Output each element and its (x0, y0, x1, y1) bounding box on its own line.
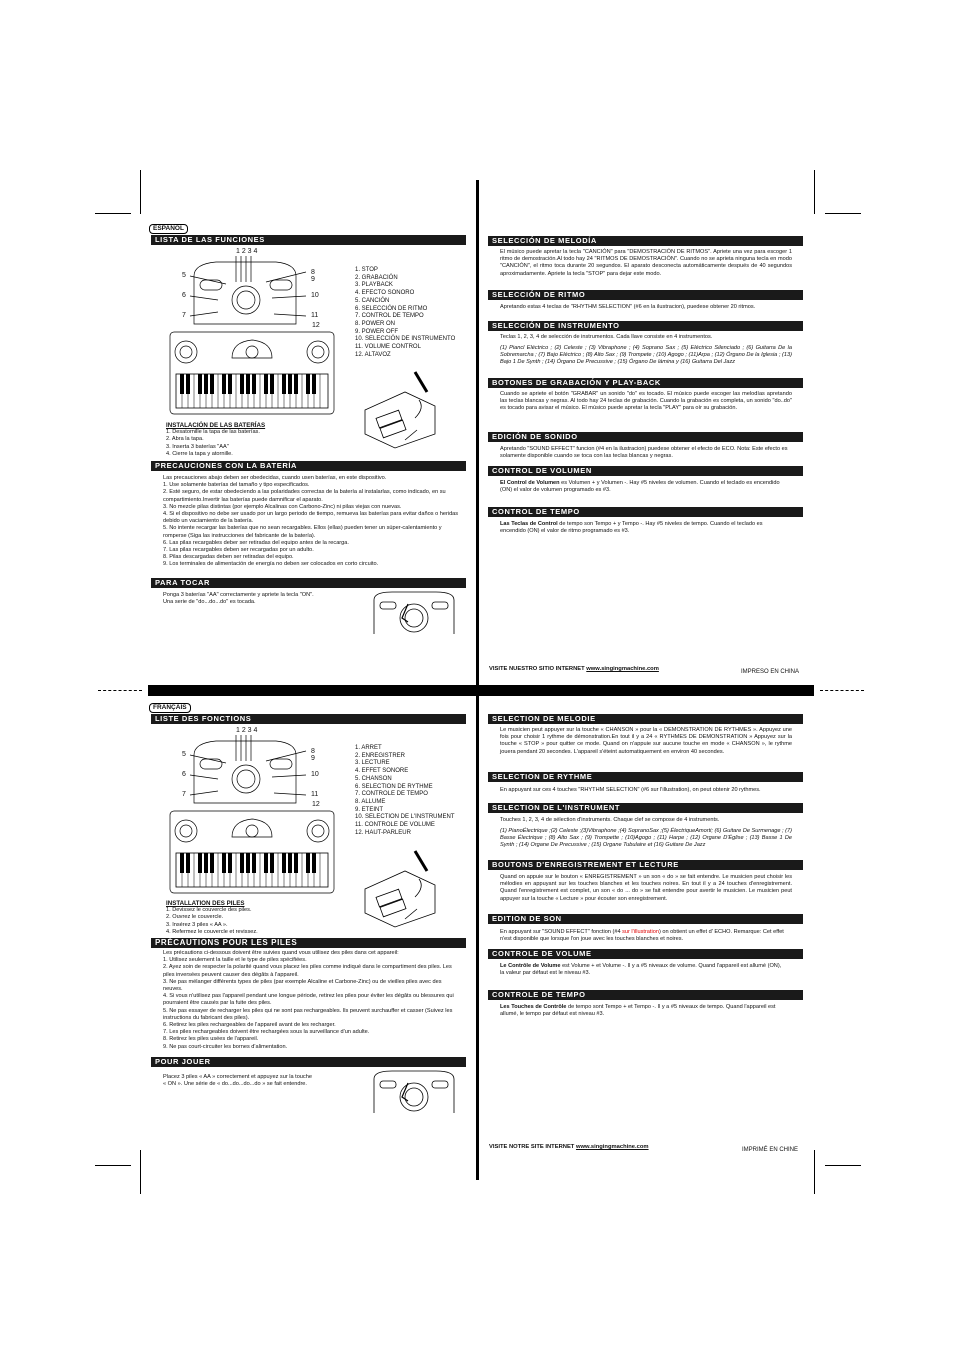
function-item: 1. ARRET (355, 745, 382, 751)
recording-text-fr: Quand on appuie sur le bouton « ENREGISTREMENT » un son « do » se fait entendre. Le musicien peut choisir les mélodies en appuyant sur les touches blanches et les touches noires. En tout il y a 24 touches d'enregistrement. Quand l'enregistrement est complet, un son « do ... do » se fait entendre pour avertir le musicien. Le musicien peut appuyer sur la touche « Lecture » pour écouter son enregistrement. (500, 874, 792, 902)
precaution-item: 3. Ne pas mélanger différents types de piles (par exemple Alcaline et Carbone-Zinc) ou de vieilles piles avec des neuves. (163, 978, 442, 993)
header-controle-volume: CONTROLE DE VOLUME (488, 949, 803, 959)
crop-mark (95, 1165, 131, 1166)
volume-text-es (500, 480, 792, 494)
sound-edit-part: En appuyant sur "SOUND EFFECT" fonction (#4 (500, 929, 623, 935)
precaution-item: 9. Ne pas court-circuiter les bornes d'alimentation. (163, 1043, 288, 1050)
function-item: 9. ETEINT (355, 806, 384, 813)
label-10: 10 (311, 771, 319, 778)
play-line: Una serie de "do...do...do" es tocada. (163, 599, 256, 606)
precautions-intro: Las precauciones abajo deben ser obedecidas, cuando usen baterías, en este dispositivo. (163, 475, 387, 481)
function-item: 4. EFFET SONORE (355, 768, 409, 775)
center-divider-horizontal (148, 685, 814, 696)
battery-install-es (166, 422, 336, 458)
label-12: 12 (312, 801, 320, 808)
label-6: 6 (182, 292, 186, 299)
instrument-text-es: Teclas 1, 2, 3, 4 de selección de instrumentos. Cada llave consiste en 4 instrumentos. (500, 334, 713, 340)
battery-step: 2. Ouvrez le couvercle. (166, 914, 224, 921)
header-edicion-sonido: EDICIÓN DE SONIDO (488, 432, 803, 442)
recording-text-es: Cuando se apriete el botón "GRABAR" un sonido "do" es tocado. El músico puede escoger las melodías apretando las teclas blancas y negras. Al todo hay 24 teclas de grabación. Cuando la grabación es completa, un sonido "do..do" es tocado para avisar el músico. El músico puede apretar la tecla "PLAY" para oír su grabación. (500, 391, 792, 412)
sound-edit-part: ) on obtient un effet d' ECHO. Remarque: Cet effet n'est disponible que lorsque l'on joue avec les touches blanches et noires. (500, 929, 784, 943)
instrument-text-fr: Touches 1, 2, 3, 4 de sélection d'instruments. Chaque clef se compose de 4 instruments. (500, 817, 720, 823)
tempo-text-es (500, 521, 780, 535)
crop-mark (814, 170, 815, 214)
precaution-item: 7. Las pilas recargables deben ser recargadas por un adulto. (163, 547, 314, 554)
label-1-4: 1 2 3 4 (236, 727, 258, 734)
function-item: 5. CANCIÓN (355, 297, 390, 304)
battery-install-title: INSTALACIÓN DE LAS BATERÍAS (166, 422, 266, 429)
header-controle-tempo: CONTROLE DE TEMPO (488, 990, 803, 1000)
language-badge-es: ESPAÑOL (149, 224, 188, 234)
function-item: 2. ENREGISTRER (355, 752, 406, 759)
function-item: 8. ALLUME (355, 798, 386, 805)
crop-mark (140, 170, 141, 214)
printed-in-fr: IMPRIMÉ EN CHINE (742, 1147, 799, 1153)
label-6: 6 (182, 771, 186, 778)
header-precautions-piles: PRÉCAUTIONS POUR LES PILES (151, 938, 466, 948)
header-seleccion-instrumento: SELECCIÓN DE INSTRUMENTO (488, 321, 803, 331)
header-edition-son: EDITION DE SON (488, 914, 803, 924)
play-line: « ON ». Une série de « do...do...do...do » se fait entendre. (163, 1081, 307, 1088)
instrument-list-fr: (1) PianoÉlectrique ;(2) Celeste ;(3)Vibraphone ;(4) SopranoSax ;(5) ÉlectriqueAmorti; (6) Guitare De Surmenage ; (7) Basse Électrique ; (8) Alto Sax ; (9) Trompette ; (10)Agogo ; (11) Harpe ; (12) Organe D'Église ; (13) Basse 1 De Synth ; (14) Organe De Precussive ; (15) Organe Tubulaire et (16) Guitare De Jazz (500, 828, 792, 849)
battery-install-fr (166, 900, 336, 936)
battery-step: 1. Desatornille la tapa de las baterías. (166, 429, 260, 436)
label-7: 7 (182, 791, 186, 798)
label-11: 11 (311, 791, 319, 798)
label-12: 12 (312, 322, 320, 329)
label-9: 9 (311, 755, 315, 762)
battery-step: 3. Insérez 3 piles « AA ». (166, 921, 228, 928)
volume-rest: est Volume + et Volume -. Il y a #5 niveaux de volume. Quand l'appareil est allumé (ON), la valeur par défaut est le niveau #3. (500, 963, 782, 977)
label-10: 10 (311, 292, 319, 299)
label-1-4: 1 2 3 4 (236, 248, 258, 255)
header-para-tocar: PARA TOCAR (151, 578, 466, 588)
power-button-illustration-es (372, 590, 456, 636)
precaution-item: 9. Los terminales de alimentación de energía no deben ser colocados en corto circuito. (163, 561, 379, 568)
crop-mark (814, 1150, 815, 1194)
battery-illustration-es (355, 370, 445, 450)
function-item: 7. CONTROLE DE TEMPO (355, 791, 428, 798)
crop-mark (140, 1150, 141, 1194)
tempo-rest: de tempo son Tempo + y Tempo -. Hay #5 niveles de tempo. Cuando el teclado es encendido (ON) el valor de ritmo programado es #3. (500, 521, 763, 535)
volume-bold: Le Contrôle de Volume (500, 963, 561, 969)
header-selection-melodie: SELECTION DE MELODIE (488, 714, 803, 724)
keyboard-illustration (166, 248, 350, 428)
play-line: Placez 3 piles « AA » correctement et appuyez sur la touche (163, 1074, 312, 1080)
play-instructions-es (163, 592, 363, 606)
sound-edit-text-fr (500, 929, 792, 943)
rhythm-text-es: Apretando estas 4 teclas de "RHYTHM SELECTION" (#6 en la ilustracion), puedese obtener 20 ritmos. (500, 304, 756, 310)
crop-mark (825, 213, 861, 214)
precautions-fr (163, 950, 461, 1051)
tempo-text-fr (500, 1004, 784, 1018)
header-precauciones: PRECAUCIONES CON LA BATERÍA (151, 461, 466, 471)
precaution-item: 1. Utilisez seulement la taille et le type de piles spécifiées. (163, 957, 307, 964)
fold-line-left (98, 690, 142, 691)
label-8: 8 (311, 269, 315, 276)
keyboard-illustration (166, 727, 350, 907)
precaution-item: 8. Pilas descargadas deben ser retiradas del equipo. (163, 554, 294, 561)
function-item: 1. STOP (355, 267, 378, 273)
function-item: 9. POWER OFF (355, 328, 399, 335)
volume-rest: es Volumen + y Volumen -. Hay #5 niveles de volumen. Cuando el teclado es encendido (ON) el valor de volumen programado es #3. (500, 480, 780, 494)
label-7: 7 (182, 312, 186, 319)
label-9: 9 (311, 276, 315, 283)
header-pour-jouer: POUR JOUER (151, 1057, 466, 1067)
battery-step: 3. Inserta 3 baterías "AA" (166, 443, 229, 450)
power-button-illustration-fr (372, 1069, 456, 1115)
function-item: 8. POWER ON (355, 320, 396, 327)
volume-bold: El Control de Volumen (500, 480, 560, 486)
precaution-item: 3. No mezcle pilas distintas (por ejemplo Alcalinas con Carbono-Zinc) ni pilas viejas con nuevas. (163, 503, 402, 510)
battery-step: 4. Cierre la tapa y atornille. (166, 450, 233, 457)
battery-step: 4. Refermez le couvercle et revissez. (166, 928, 258, 935)
function-item: 5. CHANSON (355, 775, 392, 782)
sound-edit-text-es: Apretando "SOUND EFFECT" funcion (#4 en la ilustracion) puedese obtener el efecto de ECO. Nota: Este efecto es solamente disponible cuando se toca con las teclas blancas y negras. (500, 446, 788, 460)
label-11: 11 (311, 312, 319, 319)
precaution-item: 5. Ne pas essayer de recharger les piles qui ne sont pas rechargeables. Ils peuvent surchauffer et casser (Suivez les instructions du fabricant des piles). (163, 1007, 453, 1021)
battery-install-title: INSTALLATION DES PILES (166, 900, 245, 907)
battery-step: 1. Devissez le couvercle des piles. (166, 907, 252, 914)
crop-mark (825, 1165, 861, 1166)
header-seleccion-melodia: SELECCIÓN DE MELODÍA (488, 236, 803, 246)
center-divider-vertical (476, 180, 479, 1180)
website-link[interactable]: www.singingmachine.com (575, 1144, 649, 1150)
rhythm-text-fr: En appuyant sur ces 4 touches "RHYTHM SELECTION" (#6 sur l'illustration), on peut obtenir 20 rythmes. (500, 787, 761, 793)
precautions-es (163, 475, 461, 569)
website-label: VISITE NOTRE SITE INTERNET (489, 1144, 576, 1150)
fold-line-right (820, 690, 864, 691)
precaution-item: 6. Retirez les piles rechargeables de l'appareil avant de les recharger. (163, 1022, 336, 1029)
precautions-intro: Les précautions ci-dessous doivent être suivies quand vous utilisez des piles dans cet appareil: (163, 950, 399, 956)
precaution-item: 1. Use solamente baterías del tamaño y tipo especificados. (163, 482, 310, 489)
function-item: 11. CONTROLE DE VOLUME (355, 822, 435, 829)
function-item: 2. GRABACIÓN (355, 274, 398, 281)
instrument-list-es: (1) Piancl Eléctrico ; (2) Celeste ; (3) Vibraphone ; (4) Soprano Sax ; (5) Eléctrico Silenciado ; (6) Guitarra De la Sobremarcha ; (7) Bajo Eléctrico ; (8) Alto Sax ; (9) Trompete ; (10) Agogo ; (11)Arpa ; (12) Órgano De la Iglesia ; (13) Bajo 1 De Synth ; (14) Órgano De Precussive ; (15) Órgano De lámina y (16) Guitarra Del Jazz (500, 345, 792, 366)
volume-text-fr (500, 963, 784, 977)
tempo-bold: Les Touches de Contrôle (500, 1004, 567, 1010)
website-line-fr (489, 1144, 649, 1151)
crop-mark (95, 213, 131, 214)
function-item: 11. VOLUME CONTROL (355, 344, 421, 351)
precaution-item: 2. Esté seguro, de estar obedeciendo a las polaridades correctas de la batería al instalarlas, como indicado, en su compartimiento.Invertir las baterías puede damnificar el aparato. (163, 489, 446, 503)
precaution-item: 5. No intente recargar las baterías que no sean recargables. Ellos (ellas) pueden tener un súper-calentamiento y romperse (Siga las instrucciones del fabricante de la batería). (163, 525, 442, 539)
label-8: 8 (311, 748, 315, 755)
header-selection-rythme: SELECTION DE RYTHME (488, 772, 803, 782)
function-item: 10. SELECCIÓN DE INSTRUMENTO (355, 336, 456, 343)
function-list-es (355, 267, 475, 359)
website-line-es (489, 666, 659, 673)
label-5: 5 (182, 751, 186, 758)
sound-edit-highlight: sur l'illustration (622, 929, 659, 935)
header-lista-funciones: LISTA DE LAS FUNCIONES (151, 235, 466, 245)
tempo-rest: de tempo sont Tempo + et Tempo -. Il y a #5 niveaux de tempo. Quand l'appareil est allumé, le tempo par défaut est niveau #3. (500, 1004, 776, 1018)
website-link[interactable]: www.singingmachine.com (586, 666, 659, 672)
website-label: VISITE NUESTRO SITIO INTERNET (489, 666, 587, 672)
tempo-bold: Las Teclas de Control (500, 521, 558, 527)
battery-step: 2. Abra la tapa. (166, 436, 204, 443)
header-grabacion-playback: BOTONES DE GRABACIÓN Y PLAY-BACK (488, 378, 803, 388)
function-item: 10. SELECTION DE L'INSTRUMENT (355, 814, 455, 821)
header-seleccion-ritmo: SELECCIÓN DE RITMO (488, 290, 803, 300)
function-list-fr (355, 745, 475, 837)
play-line: Ponga 3 baterías "AA" correctamente y apriete la tecla "ON". (163, 592, 314, 598)
precaution-item: 7. Les piles rechargeables doivent être rechargées sous la surveillance d'un adulte. (163, 1029, 370, 1036)
header-selection-instrument: SELECTION DE L'INSTRUMENT (488, 803, 803, 813)
precaution-item: 6. Las pilas recargables deber ser retiradas del equipo antes de la recarga. (163, 539, 349, 546)
header-control-volumen: CONTROL DE VOLUMEN (488, 466, 803, 476)
label-5: 5 (182, 272, 186, 279)
function-item: 6. SELECTION DE RYTHME (355, 783, 433, 790)
header-control-tempo: CONTROL DE TEMPO (488, 507, 803, 517)
function-item: 4. EFECTO SONORO (355, 290, 415, 297)
printed-in-es: IMPRESO EN CHINA (741, 669, 800, 675)
function-item: 12. ALTAVOZ (355, 351, 391, 358)
precaution-item: 4. Si vous n'utilisez pas l'appareil pendant une longue période, retirez les piles pour éviter les dégâts ou blessures qui pourraient être causés par la fuite des piles. (163, 993, 454, 1007)
precaution-item: 2. Ayez soin de respecter la polarité quand vous placez les piles comme indiqué dans le compartiment des piles. Les piles inversées peuvent causer des dégâts à l'appareil. (163, 964, 452, 978)
function-item: 3. PLAYBACK (355, 282, 393, 289)
function-item: 7. CONTROL DE TEMPO (355, 313, 424, 320)
header-liste-fonctions: LISTE DES FONCTIONS (151, 714, 466, 724)
melody-text-es: El músico puede apretar la tecla "CANCIÓN" para "DEMOSTRACIÓN DE RITMOS". Apriete una vez para escoger 1 ritmo de demostración.Al todo hay 24 "RITMOS DE DEMOSTRACIÓN". Cuando no se aprieta ninguna tecla en modo "CANCIÓN", el ritmo toca durante 20 segundos. El aparato desconecta automáticamente después de 40 segundos aproximadamente. Apriete la tecla "STOP" para dejar este modo. (500, 249, 792, 277)
header-boutons-enregistrement: BOUTONS D'ENREGISTREMENT ET LECTURE (488, 860, 803, 870)
function-item: 12. HAUT-PARLEUR (355, 829, 411, 836)
battery-illustration-fr (355, 849, 445, 929)
precaution-item: 4. Si el dispositivo no debe ser usado por un largo periodo de tiempo, remueva las baterías para evitar daños o heridas debido un vaciamiento de la batería. (163, 511, 459, 525)
precaution-item: 8. Retirez les piles usées de l'appareil. (163, 1036, 259, 1043)
function-item: 3. LECTURE (355, 760, 390, 767)
keyboard-diagram-es (166, 248, 350, 428)
melody-text-fr: Le musicien peut appuyer sur la touche « CHANSON » pour la « DEMONSTRATION DE RYTHMES ». Appuyez une fois pour choisir 1 rythme de démonstration.En tout il y a 24 « RYTHMES DE DEMONSTRATION » Appuyez sur la touche « STOP » pour quitter ce mode. Quand on n'appuie sur aucune touche en mode « CHANSON », le rythme jouera pendant 20 secondes. L'appareil s'éteint automatiquement en environ 40 secondes. (500, 727, 792, 755)
keyboard-diagram-fr (166, 727, 350, 907)
function-item: 6. SELECCIÓN DE RITMO (355, 305, 428, 312)
language-badge-fr: FRANÇAIS (149, 703, 191, 713)
play-instructions-fr (163, 1074, 363, 1088)
